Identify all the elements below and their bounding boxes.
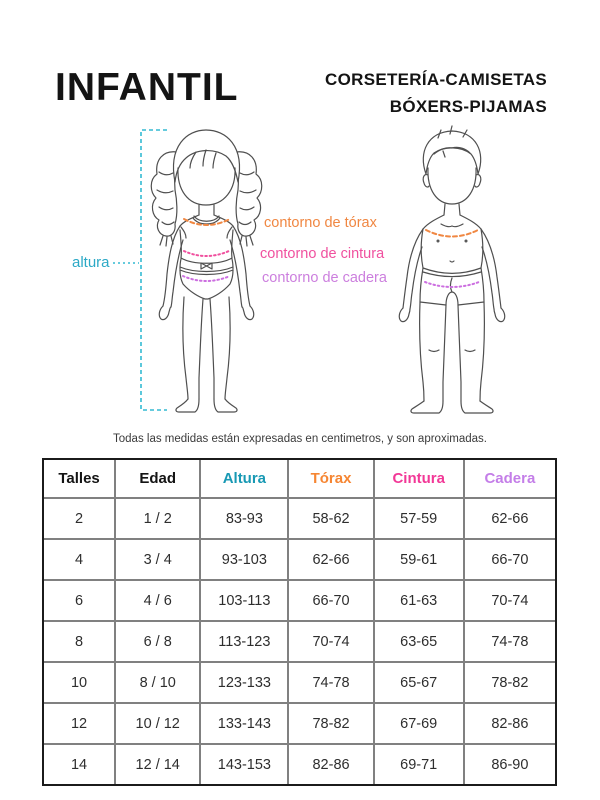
boy-figure [399,126,504,413]
table-cell: 67-69 [374,703,464,744]
size-table [44,460,555,784]
table-cell: 65-67 [374,662,464,703]
column-header-cintura: Cintura [374,460,464,498]
table-cell: 70-74 [288,621,373,662]
altura-label: altura [72,254,110,271]
boy-ears [423,175,481,187]
girl-tank-top-neckline [193,216,220,224]
table-cell: 14 [44,744,115,784]
table-cell: 59-61 [374,539,464,580]
table-cell: 61-63 [374,580,464,621]
cadera-label: contorno de cadera [262,270,387,286]
table-cell: 63-65 [374,621,464,662]
table-cell: 74-78 [464,621,555,662]
table-cell: 83-93 [200,498,288,539]
girl-left-hand [159,306,171,320]
boy-face [428,168,476,204]
table-row [44,744,555,784]
table-cell: 12 / 14 [115,744,200,784]
subtitle-line-1: CORSETERÍA-CAMISETAS [325,70,547,89]
girl-left-foot [176,399,199,412]
table-cell: 4 [44,539,115,580]
girl-hip-contour-line [183,276,230,281]
table-cell: 62-66 [288,539,373,580]
girl-chest-contour-line [184,219,230,225]
table-cell: 12 [44,703,115,744]
column-header-torax: Tórax [288,460,373,498]
table-cell: 4 / 6 [115,580,200,621]
table-cell: 143-153 [200,744,288,784]
table-row [44,703,555,744]
girl-figure [151,130,262,412]
table-cell: 69-71 [374,744,464,784]
column-header-talles: Talles [44,460,115,498]
girl-right-hand [242,306,254,320]
girl-tank-top-hem [181,258,232,263]
table-header-row [44,460,555,498]
boy-left-foot [411,401,443,413]
table-row [44,498,555,539]
table-cell: 74-78 [288,662,373,703]
size-table-frame [42,458,557,786]
table-cell: 10 / 12 [115,703,200,744]
column-header-edad: Edad [115,460,200,498]
table-cell: 82-86 [464,703,555,744]
boy-right-foot [461,401,493,413]
table-cell: 2 [44,498,115,539]
table-cell: 133-143 [200,703,288,744]
table-row [44,580,555,621]
table-row [44,621,555,662]
table-cell: 78-82 [288,703,373,744]
column-header-cadera: Cadera [464,460,555,498]
table-cell: 58-62 [288,498,373,539]
table-cell: 82-86 [288,744,373,784]
torax-label: contorno de tórax [264,215,377,231]
table-cell: 3 / 4 [115,539,200,580]
table-cell: 1 / 2 [115,498,200,539]
boy-chest-contour-line [426,230,478,237]
table-cell: 8 [44,621,115,662]
cintura-label: contorno de cintura [260,246,385,262]
subtitle-line-2: BÓXERS-PIJAMAS [389,97,547,116]
table-cell: 66-70 [288,580,373,621]
table-cell: 62-66 [464,498,555,539]
table-cell: 93-103 [200,539,288,580]
table-cell: 57-59 [374,498,464,539]
boy-left-hand [399,308,410,322]
table-cell: 10 [44,662,115,703]
girl-hair [174,130,240,182]
table-cell: 6 / 8 [115,621,200,662]
table-cell: 78-82 [464,662,555,703]
table-row [44,539,555,580]
page-title: INFANTIL [55,66,239,109]
table-cell: 86-90 [464,744,555,784]
table-row [44,662,555,703]
column-header-altura: Altura [200,460,288,498]
boy-right-hand [494,308,505,322]
table-cell: 103-113 [200,580,288,621]
table-cell: 6 [44,580,115,621]
girl-briefs-bow [201,263,212,269]
girl-briefs-waistband [180,267,233,275]
table-cell: 123-133 [200,662,288,703]
girl-right-foot [214,399,237,412]
table-cell: 113-123 [200,621,288,662]
table-cell: 8 / 10 [115,662,200,703]
measurement-note: Todas las medidas están expresadas en centimetros, y son aproximadas. [113,433,487,445]
table-cell: 66-70 [464,539,555,580]
girl-waist-contour-line [184,251,229,256]
page-subtitle [325,66,547,120]
boy-navel [450,261,454,262]
girl-face [178,168,235,205]
boy-hair [423,131,480,174]
table-cell: 70-74 [464,580,555,621]
